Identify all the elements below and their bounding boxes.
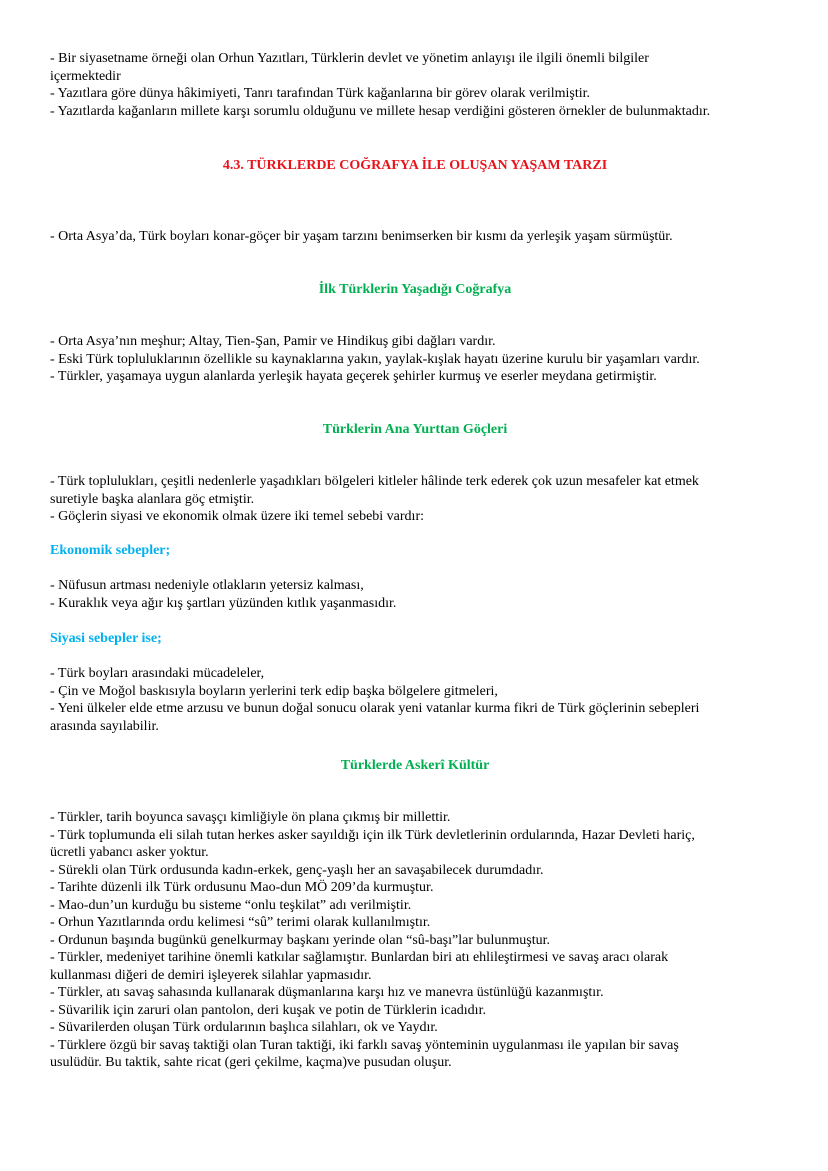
migration-paragraph bbox=[50, 473, 780, 526]
geography-line: - Orta Asya’nın meşhur; Altay, Tien-Şan, Pamir ve Hindikuş gibi dağları vardır. bbox=[50, 334, 496, 349]
political-line: - Çin ve Moğol baskısıyla boyların yerlerini terk edip başka bölgelere gitmeleri, bbox=[50, 683, 498, 699]
military-line: - Türklere özgü bir savaş taktiği olan Turan taktiği, iki farklı savaş yönteminin uygulanması ile yapılan bir savaş bbox=[50, 1037, 679, 1053]
geography-heading: İlk Türklerin Yaşadığı Coğrafya bbox=[318, 282, 512, 297]
economic-paragraph bbox=[50, 577, 780, 612]
intro-line: - Yazıtlarda kağanların millete karşı sorumlu olduğunu ve millete hesap verdiğini gösteren örnekler de bulunmaktadır. bbox=[50, 103, 711, 119]
military-heading: Türklerde Askerî Kültür bbox=[340, 758, 490, 773]
intro-line: içermektedir bbox=[50, 68, 121, 84]
migration-line: - Göçlerin siyasi ve ekonomik olmak üzere iki temel sebebi vardır: bbox=[50, 509, 424, 524]
military-line: - Süvarilerden oluşan Türk ordularının başlıca silahları, ok ve Yaydır. bbox=[50, 1020, 438, 1035]
political-line: arasında sayılabilir. bbox=[50, 718, 159, 734]
intro-line: - Bir siyasetname örneği olan Orhun Yazıtları, Türklerin devlet ve yönetim anlayışı ile ilgili önemli bilgiler bbox=[50, 51, 649, 66]
military-line: - Süvarilik için zaruri olan pantolon, deri kuşak ve potin de Türklerin icadıdır. bbox=[50, 1002, 486, 1018]
migration-heading: Türklerin Ana Yurttan Göçleri bbox=[322, 422, 508, 437]
migration-line: - Türk toplulukları, çeşitli nedenlerle yaşadıkları bölgeleri kitleler hâlinde terk ederek çok uzun mesafeler kat etmek bbox=[50, 474, 699, 489]
intro-paragraph bbox=[50, 50, 780, 120]
military-line: usulüdür. Bu taktik, sahte ricat (geri çekilme, kaçma)ve pusudan oluşur. bbox=[50, 1055, 452, 1070]
economic-heading: Ekonomik sebepler; bbox=[50, 543, 171, 558]
military-line: - Sürekli olan Türk ordusunda kadın-erkek, genç-yaşlı her an savaşabilecek durumdadır. bbox=[50, 862, 544, 878]
military-line: - Türk toplumunda eli silah tutan herkes asker sayıldığı için ilk Türk devletlerinin ordularında, Hazar Devleti hariç, bbox=[50, 827, 695, 843]
military-paragraph bbox=[50, 809, 780, 1072]
military-line: - Mao-dun’un kurduğu bu sisteme “onlu teşkilat” adı verilmiştir. bbox=[50, 897, 412, 913]
geography-line: - Türkler, yaşamaya uygun alanlarda yerleşik hayata geçerek şehirler kurmuş ve eserler meydana getirmiştir. bbox=[50, 369, 657, 384]
migration-line: suretiyle başka alanlara göç etmiştir. bbox=[50, 491, 255, 507]
military-line: - Türkler, medeniyet tarihine önemli katkılar sağlamıştır. Bunlardan biri atı ehlileştirmesi ve savaş aracı olarak bbox=[50, 950, 669, 965]
military-line: - Türkler, tarih boyunca savaşçı kimliğiyle ön plana çıkmış bir millettir. bbox=[50, 810, 451, 825]
geography-line: - Eski Türk topluluklarının özellikle su kaynaklarına yakın, yaylak-kışlak hayatı üzerine kurulu bir yaşamları vardır. bbox=[50, 351, 700, 367]
section-line: - Orta Asya’da, Türk boyları konar-göçer bir yaşam tarzını benimserken bir kısmı da yerleşik yaşam sürmüştür. bbox=[50, 229, 673, 244]
military-line: - Ordunun başında bugünkü genelkurmay başkanı yerinde olan “sû-başı”lar bulunmuştur. bbox=[50, 932, 550, 948]
political-line: - Yeni ülkeler elde etme arzusu ve bunun doğal sonucu olarak yeni vatanlar kurma fikri de Türk göçlerinin sebepleri bbox=[50, 701, 700, 716]
section-title: 4.3. TÜRKLERDE COĞRAFYA İLE OLUŞAN YAŞAM TARZI bbox=[222, 158, 608, 173]
military-line: ücretli yabancı asker yoktur. bbox=[50, 845, 209, 860]
military-line: - Türkler, atı savaş sahasında kullanarak düşmanlarına karşı hız ve manevra üstünlüğü kazanmıştır. bbox=[50, 985, 604, 1000]
political-line: - Türk boyları arasındaki mücadeleler, bbox=[50, 666, 265, 681]
military-line: kullanması diğeri de demiri işleyerek silahlar yapmasıdır. bbox=[50, 967, 372, 983]
political-heading: Siyasi sebepler ise; bbox=[50, 631, 162, 646]
economic-line: - Kuraklık veya ağır kış şartları yüzünden kıtlık yaşanmasıdır. bbox=[50, 595, 397, 611]
political-paragraph bbox=[50, 665, 780, 735]
military-line: - Orhun Yazıtlarında ordu kelimesi “sû” terimi olarak kullanılmıştır. bbox=[50, 915, 431, 930]
military-line: - Tarihte düzenli ilk Türk ordusunu Mao-dun MÖ 209’da kurmuştur. bbox=[50, 880, 434, 895]
economic-line: - Nüfusun artması nedeniyle otlakların yetersiz kalması, bbox=[50, 578, 364, 593]
section-paragraph bbox=[50, 228, 780, 246]
geography-paragraph bbox=[50, 333, 780, 386]
intro-line: - Yazıtlara göre dünya hâkimiyeti, Tanrı tarafından Türk kağanlarına bir görev olarak verilmiştir. bbox=[50, 86, 591, 101]
